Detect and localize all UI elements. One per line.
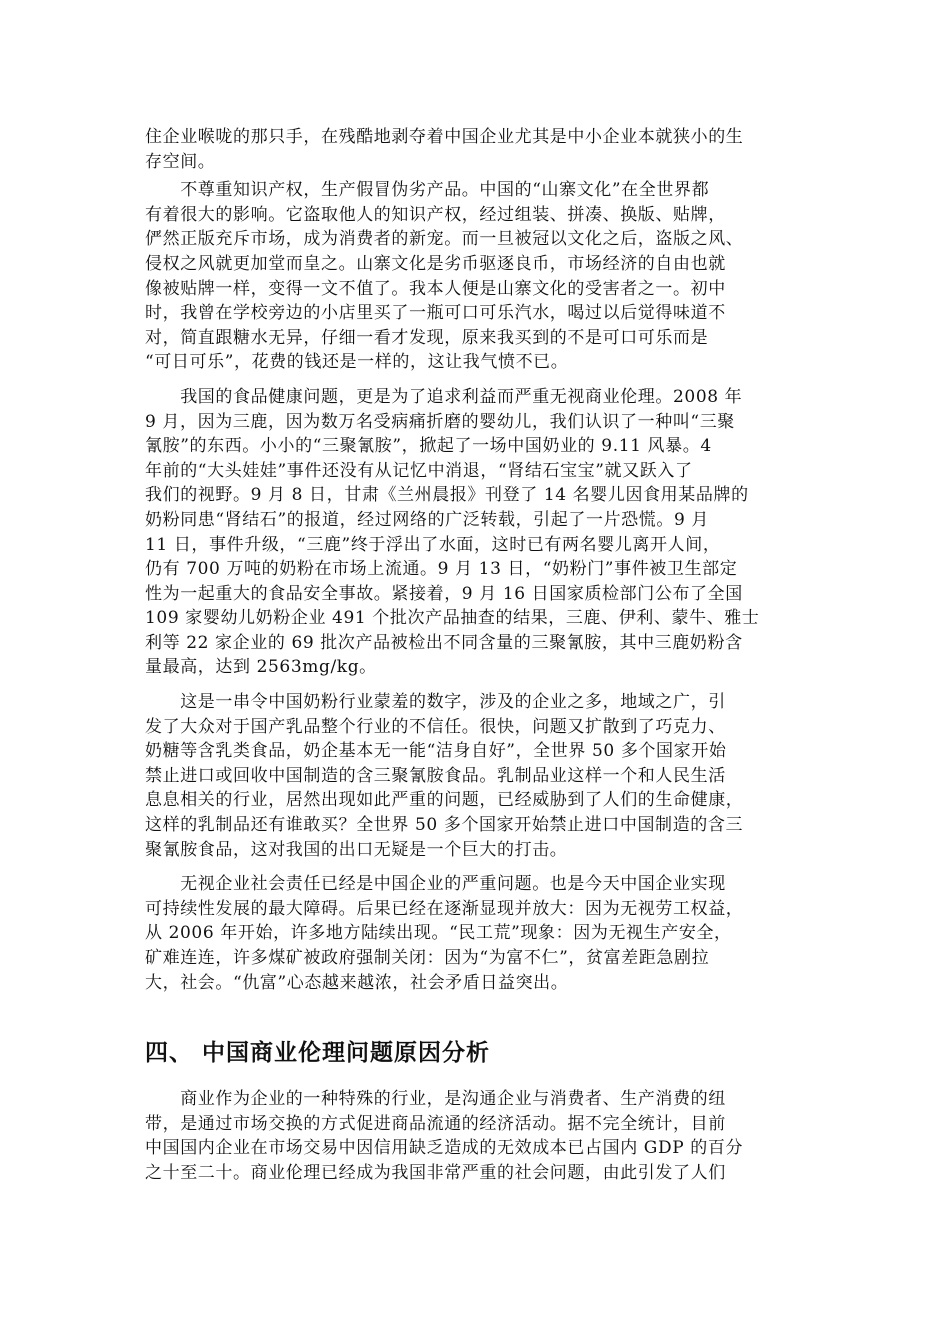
text-line: 大，社会。“仇富”心态越来越浓，社会矛盾日益突出。 [145,972,569,993]
text-line: 年前的“大头娃娃”事件还没有从记忆中消退，“肾结石宝宝”就又跃入了 [145,460,693,481]
text-line: 11 日，事件升级，“三鹿”终于浮出了水面，这时已有两名婴儿离开人间， [145,534,721,555]
text-line: “可日可乐”，花费的钱还是一样的，这让我气愤不已。 [145,352,569,373]
paragraph-shanzhai [145,178,805,375]
paragraph-food-safety [145,385,805,680]
text-line: 无视企业社会责任已经是中国企业的严重问题。也是今天中国企业实现 [145,874,726,895]
text-line: 可持续性发展的最大障碍。后果已经在逐渐显现并放大：因为无视劳工权益， [145,898,744,919]
text-line: 从 2006 年开始，许多地方陆续出现。“民工荒”现象：因为无视生产安全， [145,923,732,944]
paragraph-intro-fragment [145,125,805,174]
text-line: 109 家婴幼儿奶粉企业 491 个批次产品抽查的结果，三鹿、伊利、蒙牛、雅士 [145,608,760,629]
text-line: 仍有 700 万吨的奶粉在市场上流通。9 月 13 日，“奶粉门”事件被卫生部定 [145,559,738,580]
paragraph-cause-analysis [145,1087,805,1185]
text-line: 量最高，达到 2563mg/kg。 [145,657,377,678]
text-line: 这样的乳制品还有谁敢买？全世界 50 多个国家开始禁止进口中国制造的含三 [145,815,744,836]
text-line: 住企业喉咙的那只手，在残酷地剥夺着中国企业尤其是中小企业本就狭小的生 [145,127,744,147]
text-line: 氰胺”的东西。小小的“三聚氰胺”，掀起了一场中国奶业的 9.11 风暴。4 [145,436,712,457]
text-line: 存空间。 [145,151,216,172]
text-line: 奶糖等含乳类食品，奶企基本无一能“洁身自好”，全世界 50 多个国家开始 [145,741,727,762]
text-line: 禁止进口或回收中国制造的含三聚氰胺食品。乳制品业这样一个和人民生活 [145,765,726,786]
text-line: 商业作为企业的一种特殊的行业，是沟通企业与消费者、生产消费的纽 [145,1089,726,1110]
paragraph-milk-powder [145,690,805,862]
text-line: 中国国内企业在市场交易中因信用缺乏造成的无效成本已占国内 GDP 的百分 [145,1138,744,1159]
text-line: 我们的视野。9 月 8 日，甘肃《兰州晨报》刊登了 14 名婴儿因食用某品牌的 [145,485,749,506]
text-line: 息息相关的行业，居然出现如此严重的问题，已经威胁到了人们的生命健康， [145,790,744,811]
text-line: 有着很大的影响。它盗取他人的知识产权，经过组装、拼凑、换版、贴牌， [145,204,726,225]
text-line: 俨然正版充斥市场，成为消费者的新宠。而一旦被冠以文化之后，盗版之风、 [145,229,744,250]
text-line: 发了大众对于国产乳品整个行业的不信任。很快，问题又扩散到了巧克力、 [145,716,726,737]
paragraph-social-responsibility [145,872,805,995]
text-line: 利等 22 家企业的 69 批次产品被检出不同含量的三聚氰胺，其中三鹿奶粉含 [145,632,743,653]
text-line: 带，是通过市场交换的方式促进商品流通的经济活动。据不完全统计，目前 [145,1113,726,1134]
text-line: 对，简直跟糖水无异，仔细一看才发现，原来我买到的不是可口可乐而是 [145,327,709,348]
text-line: 像被贴牌一样，变得一文不值了。我本人便是山寨文化的受害者之一。初中 [145,278,726,299]
text-line: 性为一起重大的食品安全事故。紧接着，9 月 16 日国家质检部门公布了全国 [145,583,743,604]
text-line: 不尊重知识产权，生产假冒伪劣产品。中国的“山寨文化”在全世界都 [145,180,710,201]
text-line: 之十至二十。商业伦理已经成为我国非常严重的社会问题，由此引发了人们 [145,1162,726,1183]
text-line: 奶粉同患“肾结石”的报道，经过网络的广泛转载，引起了一片恐慌。9 月 [145,509,709,530]
section-heading: 四、 中国商业伦理问题原因分析 [145,1040,491,1067]
text-line: 矿难连连，许多煤矿被政府强制关闭：因为“为富不仁”，贫富差距急剧拉 [145,948,710,968]
text-line: 9 月，因为三鹿，因为数万名受病痛折磨的婴幼儿，我们认识了一种叫“三聚 [145,411,735,432]
text-line: 时，我曾在学校旁边的小店里买了一瓶可口可乐汽水，喝过以后觉得味道不 [145,303,726,324]
text-line: 这是一串令中国奶粉行业蒙羞的数字，涉及的企业之多，地域之广，引 [145,692,726,713]
text-line: 我国的食品健康问题，更是为了追求利益而严重无视商业伦理。2008 年 [145,386,743,407]
text-line: 聚氰胺食品，这对我国的出口无疑是一个巨大的打击。 [145,839,568,860]
text-line: 侵权之风就更加堂而皇之。山寨文化是劣币驱逐良币，市场经济的自由也就 [145,253,726,274]
